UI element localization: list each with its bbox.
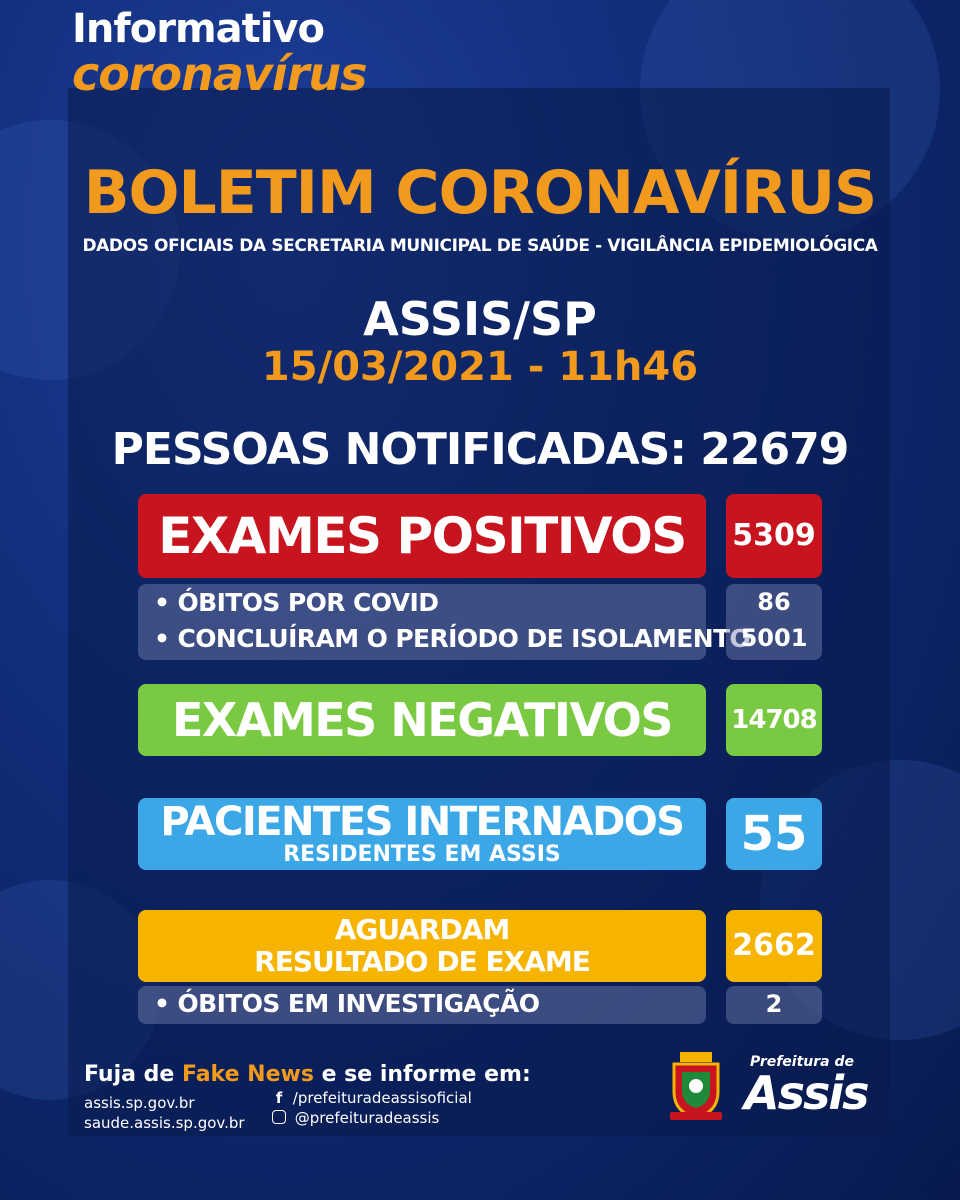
deaths-investigation-value: 2 — [765, 990, 783, 1018]
fake-news-prefix: Fuja de — [84, 1062, 182, 1087]
hospitalized-label: PACIENTES INTERNADOS — [160, 799, 684, 845]
fake-news-suffix: e se informe em: — [313, 1062, 531, 1087]
awaiting-label-line2: RESULTADO DE EXAME — [254, 945, 590, 978]
brand-line2: coronavírus — [72, 47, 367, 101]
positive-value: 5309 — [726, 494, 822, 578]
positive-details-values — [726, 584, 822, 660]
instagram-icon — [272, 1110, 286, 1124]
facebook-icon: f — [275, 1089, 283, 1107]
awaiting-details — [138, 986, 706, 1024]
bulletin-datetime: 15/03/2021 - 11h46 — [261, 344, 699, 390]
fake-news-line — [84, 1062, 531, 1087]
isolation-completed-value: 5001 — [740, 624, 808, 652]
brand-line1: Informativo — [72, 6, 325, 52]
facebook-handle: /prefeituradeassisoficial — [292, 1089, 472, 1107]
awaiting-details-values — [726, 986, 822, 1024]
isolation-completed-label: • CONCLUÍRAM O PERÍODO DE ISOLAMENTO — [154, 624, 751, 653]
hospitalized-box — [138, 798, 706, 870]
positive-label: EXAMES POSITIVOS — [138, 494, 706, 578]
awaiting-box — [138, 910, 706, 982]
city-name: ASSIS/SP — [363, 292, 597, 346]
site-link-1[interactable]: assis.sp.gov.br — [84, 1094, 195, 1112]
instagram-link[interactable] — [270, 1108, 472, 1128]
awaiting-label-line1: AGUARDAM — [334, 913, 510, 946]
facebook-link[interactable] — [270, 1088, 472, 1108]
notified-count: PESSOAS NOTIFICADAS: 22679 — [111, 424, 849, 475]
deaths-covid-label: • ÓBITOS POR COVID — [154, 588, 439, 617]
bulletin-title: BOLETIM CORONAVÍRUS — [83, 158, 877, 228]
negative-label: EXAMES NEGATIVOS — [138, 684, 706, 756]
hospitalized-value: 55 — [726, 798, 822, 870]
positive-details — [138, 584, 751, 660]
brand-header — [72, 6, 367, 101]
instagram-handle: @prefeituradeassis — [294, 1109, 440, 1127]
deaths-covid-value: 86 — [757, 588, 791, 616]
fake-news-highlight: Fake News — [181, 1062, 314, 1087]
bulletin-subtitle: DADOS OFICIAIS DA SECRETARIA MUNICIPAL DE SAÚDE - VIGILÂNCIA EPIDEMIOLÓGICA — [82, 236, 878, 256]
coat-of-arms-icon — [666, 1050, 726, 1122]
site-link-2[interactable]: saude.assis.sp.gov.br — [84, 1114, 245, 1132]
logo-prefix: Prefeitura de — [749, 1054, 854, 1070]
city-hall-logo — [744, 1054, 868, 1120]
hospitalized-sublabel: RESIDENTES EM ASSIS — [283, 842, 561, 867]
social-links — [270, 1088, 472, 1128]
logo-name: Assis — [744, 1066, 868, 1120]
deaths-investigation-label: • ÓBITOS EM INVESTIGAÇÃO — [154, 989, 540, 1018]
negative-value: 14708 — [726, 684, 822, 756]
awaiting-value: 2662 — [726, 910, 822, 982]
